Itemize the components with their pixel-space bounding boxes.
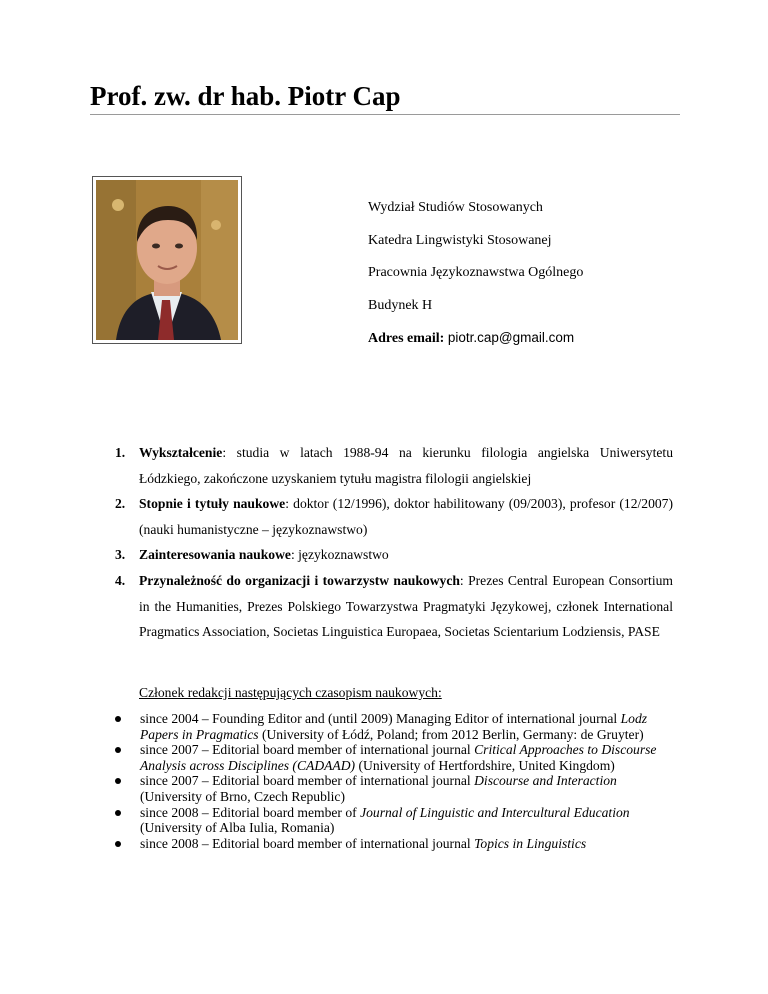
- profile-photo: [96, 180, 238, 340]
- email-link[interactable]: piotr.cap@gmail.com: [447, 330, 575, 345]
- section-label: Stopnie i tytuły naukowe: [139, 496, 286, 512]
- faculty-line: Wydział Studiów Stosowanych: [368, 200, 543, 215]
- journal-item: [113, 773, 661, 804]
- journal-title: Critical Approaches to Discourse Analysis across Disciplines (CADAAD): [140, 742, 657, 773]
- journal-text-post: (University of Brno, Czech Republic): [140, 788, 345, 804]
- section-number: 4.: [115, 572, 126, 588]
- journals-list: [113, 711, 661, 851]
- section-number: 3.: [115, 547, 126, 563]
- section-number: 2.: [115, 496, 126, 512]
- contact-info: [368, 196, 583, 359]
- journal-title: Topics in Linguistics: [474, 835, 587, 851]
- section-text: : doktor (12/1996), doktor habilitowany (09/2003), profesor (12/2007) (nauki humanistyczne – językoznawstwo): [139, 496, 674, 537]
- department-line: Katedra Lingwistyki Stosowanej: [368, 232, 552, 248]
- section-interests: [115, 542, 673, 568]
- journal-item: [113, 805, 661, 836]
- section-label: Zainteresowania naukowe: [139, 547, 291, 563]
- journal-item: [113, 836, 661, 852]
- section-text: : językoznawstwo: [290, 547, 389, 563]
- section-degrees: [115, 491, 673, 542]
- journal-item: [113, 742, 661, 773]
- email-line: [368, 326, 583, 359]
- building-line: Budynek H: [368, 297, 433, 313]
- email-label: Adres email:: [368, 331, 445, 346]
- journal-item: [113, 711, 661, 742]
- journal-text-pre: since 2007 – Editorial board member of international journal: [140, 742, 475, 758]
- journal-title: Discourse and Interaction: [474, 773, 617, 789]
- bullet-icon: [115, 778, 121, 784]
- portrait-illustration: [96, 180, 238, 340]
- unit-line: Pracownia Językoznawstwa Ogólnego: [368, 265, 584, 280]
- journal-text-post: (University of Alba Iulia, Romania): [140, 820, 335, 836]
- section-label: Przynależność do organizacji i towarzystw naukowych: [139, 572, 460, 588]
- profile-photo-frame: [92, 176, 242, 344]
- bullet-icon: [115, 716, 121, 722]
- bullet-icon: [115, 747, 121, 753]
- profile-sections-list: [115, 440, 673, 645]
- section-number: 1.: [115, 445, 126, 460]
- journal-title: Journal of Linguistic and Intercultural Education: [360, 804, 630, 820]
- journal-text-pre: since 2008 – Editorial board member of: [140, 804, 361, 820]
- bullet-icon: [115, 841, 121, 847]
- section-memberships: [115, 568, 673, 645]
- journal-text-post: (University of Hertfordshire, United Kingdom): [355, 757, 615, 773]
- section-label: Wykształcenie: [139, 445, 223, 460]
- journals-heading: Członek redakcji następujących czasopism naukowych:: [139, 685, 442, 700]
- bullet-icon: [115, 810, 121, 816]
- page-title: Prof. zw. dr hab. Piotr Cap: [90, 78, 680, 115]
- section-education: [115, 440, 673, 491]
- journal-text-pre: since 2004 – Founding Editor and (until 2009) Managing Editor of international journal: [140, 711, 621, 726]
- journal-text-pre: since 2008 – Editorial board member of international journal: [140, 835, 475, 851]
- journal-title: Lodz Papers in Pragmatics: [140, 711, 648, 742]
- section-text: : Prezes Central European Consortium in the Humanities, Prezes Polskiego Towarzystwa Pragmatyki Językowej, członek International Pragmatics Association, Societas Linguistica Europaea, Societas Scientarium Lodziensis, PASE: [139, 572, 673, 640]
- section-text: : studia w latach 1988-94 na kierunku filologia angielska Uniwersytetu Łódzkiego, zakończone uzyskaniem tytułu magistra filologii angielskiej: [139, 445, 673, 486]
- journal-text-post: (University of Łódź, Poland; from 2012 Berlin, Germany: de Gruyter): [258, 726, 644, 742]
- journal-text-pre: since 2007 – Editorial board member of international journal: [140, 773, 475, 789]
